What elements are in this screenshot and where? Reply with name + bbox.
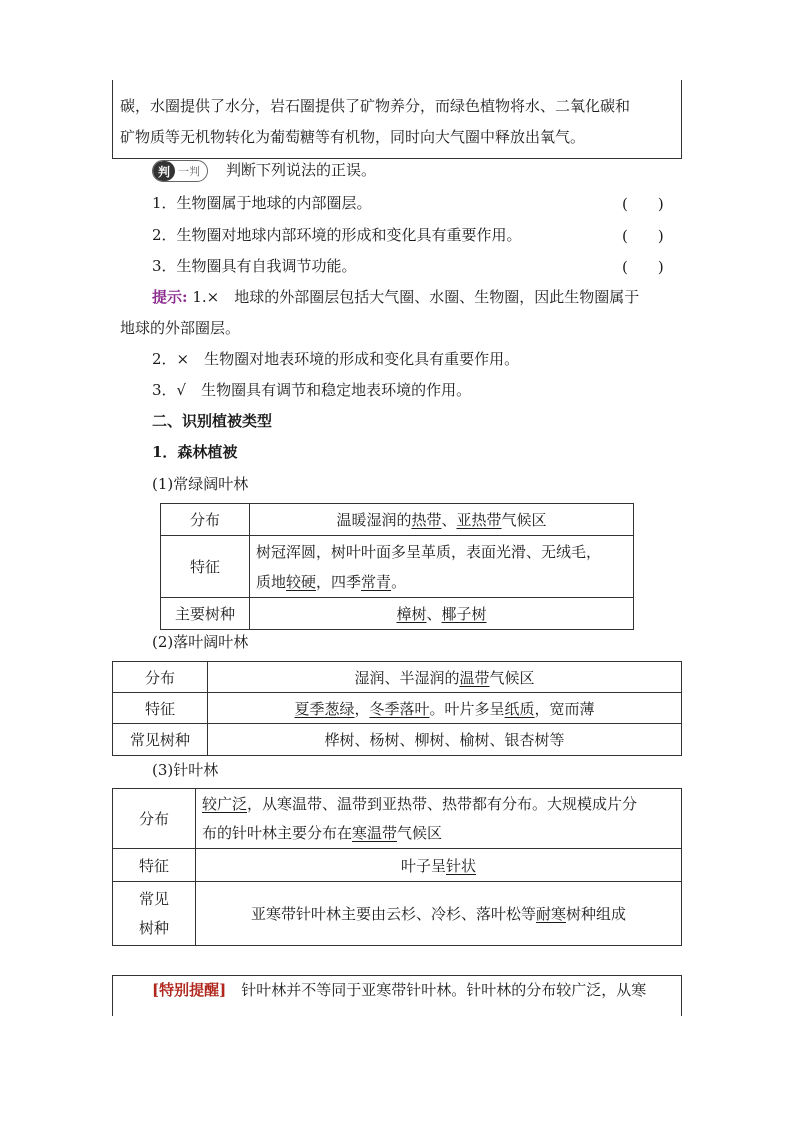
judge-item-1: 1．生物圈属于地球的内部圈层。 [152, 194, 372, 212]
t1-species [250, 598, 634, 630]
t1-distribution [250, 504, 634, 536]
t1-f-p1: 较硬 [286, 572, 317, 591]
t2-f-p5: ，宽而薄 [534, 699, 595, 718]
hint-3: 3．√ 生物圈具有调节和稳定地表环境的作用。 [152, 381, 472, 399]
special-note-label: [特别提醒] [152, 981, 227, 999]
hint-1a: 1.× 地球的外部圈层包括大气圈、水圈、生物圈，因此生物圈属于 [187, 288, 640, 306]
table2-caption: (2)落叶阔叶林 [152, 633, 249, 651]
t1-s-p2: 椰子树 [441, 605, 487, 623]
t2-f-p1: ， [354, 699, 370, 718]
top-box-line-2: 矿物质等无机物转化为葡萄糖等有机物，同时向大气圈中释放出氧气。 [120, 128, 586, 146]
t2-label-distribution: 分布 [113, 662, 208, 693]
t2-f-p4: 纸质 [504, 699, 535, 718]
t2-d-p0: 湿润、半湿润的 [354, 668, 460, 687]
special-note-text: 针叶林并不等同于亚寒带针叶林。针叶林的分布较广泛，从寒 [226, 981, 647, 999]
t1-s-p0: 樟树 [396, 605, 427, 623]
t3-f-p0: 叶子呈 [400, 856, 446, 875]
t3-label-feature: 特征 [113, 849, 196, 882]
t1-feature-line2 [256, 567, 633, 597]
t2-f-p2: 冬季落叶 [369, 699, 430, 718]
t1-dist-p4: 气候区 [501, 511, 547, 529]
judge-intro: 判断下列说法的正误。 [226, 161, 377, 179]
hint-1b: 地球的外部圈层。 [120, 319, 241, 337]
table-deciduous [112, 661, 682, 756]
t1-label-distribution: 分布 [161, 504, 250, 536]
t1-label-species: 主要树种 [161, 598, 250, 630]
t1-feature [250, 536, 634, 598]
t1-dist-p3: 亚热带 [456, 511, 502, 529]
judge-item-3-paren: ( ) [622, 258, 664, 276]
t1-s-p1: 、 [426, 605, 442, 623]
t1-f-p0: 质地 [256, 572, 287, 591]
top-text-box [112, 80, 682, 159]
t3-species [196, 882, 682, 946]
t1-dist-p2: 、 [441, 511, 457, 529]
t3-distribution [196, 789, 682, 849]
judge-item-2: 2．生物圈对地球内部环境的形成和变化具有重要作用。 [152, 226, 522, 244]
table1-caption: (1)常绿阔叶林 [152, 475, 249, 493]
t1-f-p4: 。 [391, 572, 407, 591]
t3-label-species-1: 常见 [138, 889, 169, 908]
judge-item-2-paren: ( ) [622, 227, 664, 245]
t3-s-p1: 耐寒 [535, 905, 566, 923]
judge-item-3: 3．生物圈具有自我调节功能。 [152, 257, 357, 275]
judge-badge [152, 160, 208, 182]
t3-s-p2: 树种组成 [566, 905, 627, 923]
t2-f-p0: 夏季葱绿 [294, 699, 355, 718]
t3-d-p4: 气候区 [397, 823, 443, 842]
t3-feature [196, 849, 682, 882]
t3-f-p1: 针状 [446, 856, 477, 875]
t1-f-p3: 常青 [361, 572, 392, 591]
t2-distribution [208, 662, 682, 693]
t1-f-p2: ，四季 [316, 572, 362, 591]
t1-feature-line1: 树冠浑圆，树叶叶面多呈革质，表面光滑、无绒毛， [256, 542, 602, 561]
table-evergreen [160, 503, 634, 630]
t3-label-species [113, 882, 196, 946]
t3-label-distribution: 分布 [113, 789, 196, 849]
t2-species: 桦树、杨树、柳树、榆树、银杏树等 [208, 724, 682, 756]
judge-badge-sub: 一判 [178, 165, 200, 178]
judge-badge-main: 判 [153, 161, 175, 181]
top-box-line-1: 碳，水圈提供了水分，岩石圈提供了矿物养分，而绿色植物将水、二氧化碳和 [120, 97, 631, 115]
t3-d-line2 [202, 819, 681, 848]
t3-d-p2: 布的针叶林主要分布在 [202, 823, 353, 842]
t3-s-p0: 亚寒带针叶林主要由云杉、冷杉、落叶松等 [250, 905, 536, 923]
hint-label: 提示: [152, 288, 188, 306]
t3-label-species-2: 树种 [138, 918, 169, 937]
t2-label-species: 常见树种 [113, 724, 208, 756]
t1-label-feature: 特征 [161, 536, 250, 598]
section-sub-1: 1．森林植被 [152, 443, 238, 461]
t3-d-p3: 寒温带 [352, 823, 398, 842]
t2-label-feature: 特征 [113, 693, 208, 724]
t3-d-p1: ，从寒温带、温带到亚热带、热带都有分布。大规模成片分 [247, 794, 638, 813]
section-heading: 二、识别植被类型 [152, 412, 273, 430]
t1-dist-p1: 热带 [411, 511, 442, 529]
table-conifer [112, 788, 682, 946]
t2-f-p3: 。叶片多呈 [429, 699, 505, 718]
hint-2: 2．× 生物圈对地表环境的形成和变化具有重要作用。 [152, 350, 520, 368]
hint-line-1 [152, 287, 639, 307]
table3-caption: (3)针叶林 [152, 761, 219, 779]
judge-item-1-paren: ( ) [622, 195, 664, 213]
special-note-line [152, 980, 646, 1000]
t2-d-p1: 温带 [459, 668, 490, 687]
t1-dist-p0: 温暖湿润的 [336, 511, 412, 529]
t3-d-p0: 较广泛 [202, 794, 248, 813]
t2-d-p2: 气候区 [489, 668, 535, 687]
t2-feature [208, 693, 682, 724]
t3-d-line1 [202, 790, 681, 819]
